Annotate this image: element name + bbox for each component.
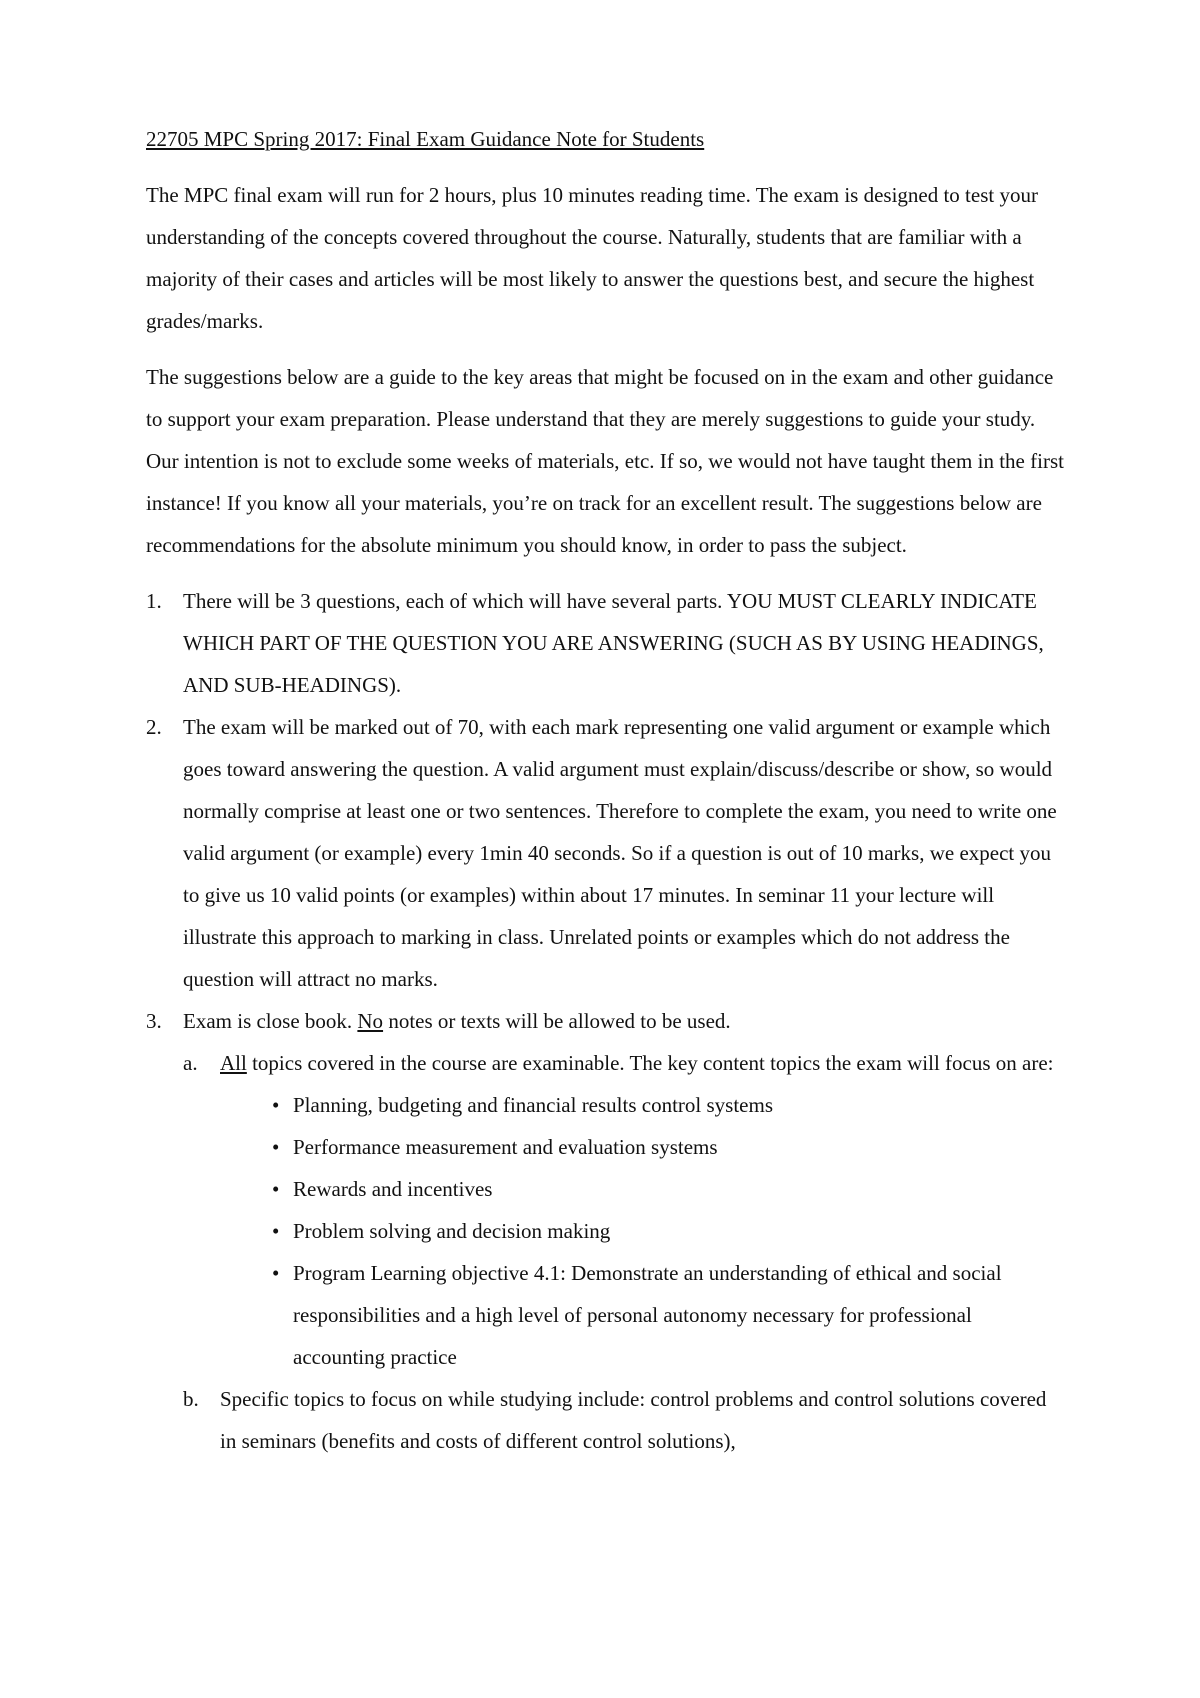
bullet-item [220,1084,1066,1126]
list-item-text: There will be 3 questions, each of which will have several parts. YOU MUST CLEARLY INDICATE WHICH PART OF THE QUESTION YOU ARE ANSWERING (SUCH AS BY USING HEADINGS, AND SUB-HEADINGS). [183,589,1044,697]
sub-list [183,1042,1066,1462]
bullet-text: Program Learning objective 4.1: Demonstrate an understanding of ethical and social responsibilities and a high level of personal autonomy necessary for professional accounting practice [293,1261,1002,1369]
bullet-text: Planning, budgeting and financial results control systems [293,1093,774,1117]
bullet-icon: • [272,1219,280,1243]
bullet-item [220,1168,1066,1210]
bullet-text: Performance measurement and evaluation systems [293,1135,718,1159]
sub-item-a [183,1042,1066,1378]
list-item-1 [146,580,1066,706]
bullet-text: Rewards and incentives [293,1177,493,1201]
list-item-3 [146,1000,1066,1462]
sub-letter: b. [183,1387,199,1411]
underlined-word-no: No [357,1009,384,1033]
list-item-text-before: Exam is close book. [183,1009,358,1033]
document-title: 22705 MPC Spring 2017: Final Exam Guidance Note for Students [146,127,705,151]
underlined-word-all: All [220,1051,247,1075]
bullet-icon: • [272,1093,280,1117]
list-item-text-after: notes or texts will be allowed to be used. [383,1009,731,1033]
intro-paragraph: The MPC final exam will run for 2 hours, plus 10 minutes reading time. The exam is designed to test your understanding of the concepts covered throughout the course. Naturally, students that are familiar with a majority of their cases and articles will be most likely to answer the questions best, and secure the highest grades/marks. [146,183,1038,333]
topic-bullet-list [220,1084,1066,1378]
list-number: 2. [146,715,162,739]
bullet-item [220,1126,1066,1168]
list-number: 1. [146,589,162,613]
sub-letter: a. [183,1051,198,1075]
sub-item-text: topics covered in the course are examinable. The key content topics the exam will focus on are: [246,1051,1054,1075]
bullet-item [220,1210,1066,1252]
sub-item-text: Specific topics to focus on while studying include: control problems and control solutions covered in seminars (benefits and costs of different control solutions), [220,1387,1047,1453]
list-item-2 [146,706,1066,1000]
sub-item-b [183,1378,1066,1462]
guidance-list [146,580,1066,1462]
bullet-icon: • [272,1261,280,1285]
bullet-item [220,1252,1066,1378]
bullet-icon: • [272,1177,280,1201]
suggestions-paragraph: The suggestions below are a guide to the key areas that might be focused on in the exam and other guidance to support your exam preparation. Please understand that they are merely suggestions to guide your study. Our intention is not to exclude some weeks of materials, etc. If so, we would not have taught them in the first instance! If you know all your materials, you’re on track for an excellent result. The suggestions below are recommendations for the absolute minimum you should know, in order to pass the subject. [146,365,1064,557]
bullet-text: Problem solving and decision making [293,1219,611,1243]
list-item-text: The exam will be marked out of 70, with each mark representing one valid argument or example which goes toward answering the question. A valid argument must explain/discuss/describe or show, so would normally comprise at least one or two sentences. Therefore to complete the exam, you need to write one valid argument (or example) every 1min 40 seconds. So if a question is out of 10 marks, we expect you to give us 10 valid points (or examples) within about 17 minutes. In seminar 11 your lecture will illustrate this approach to marking in class. Unrelated points or examples which do not address the question will attract no marks. [183,715,1057,991]
document-page [146,118,1066,1462]
list-number: 3. [146,1009,162,1033]
bullet-icon: • [272,1135,280,1159]
